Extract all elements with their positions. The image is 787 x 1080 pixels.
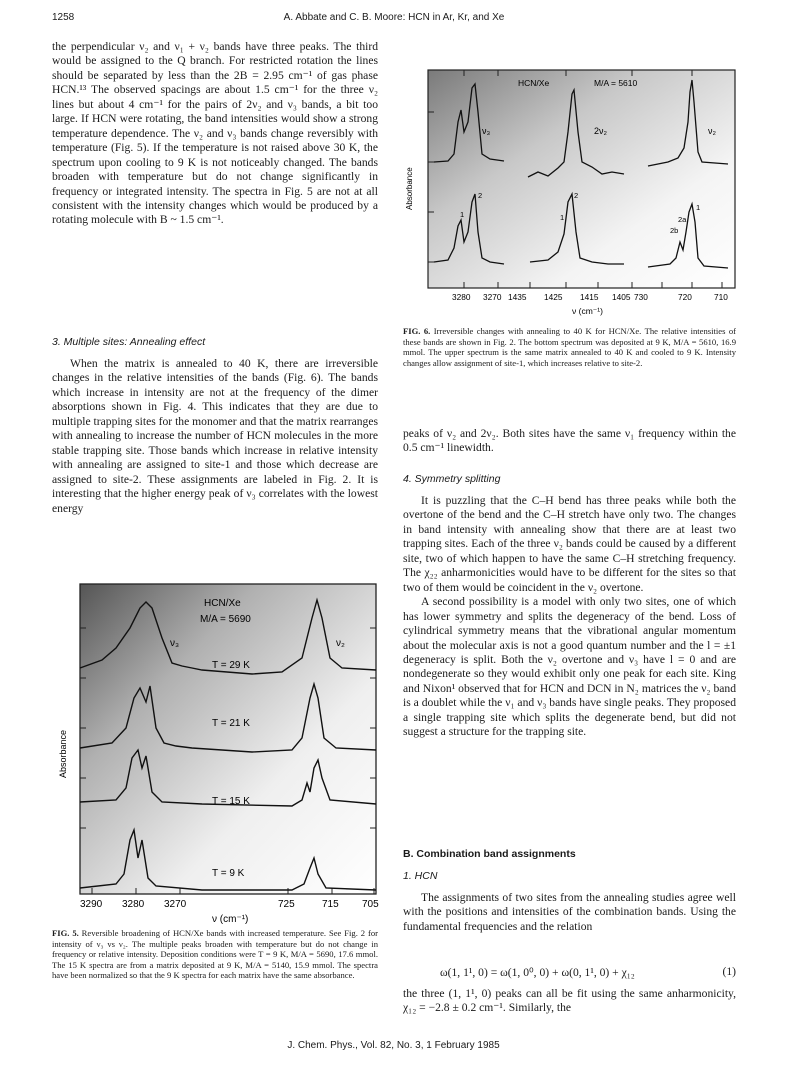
section-3-heading: 3. Multiple sites: Annealing effect	[52, 336, 206, 348]
fig5-x-axis-label: ν (cm⁻¹)	[212, 914, 249, 925]
journal-footer: J. Chem. Phys., Vol. 82, No. 3, 1 February 1985	[287, 1040, 500, 1051]
fig6-peak-2b: 2	[574, 191, 579, 200]
fig5-caption-text: Reversible broadening of HCN/Xe bands with increased temperature. See Fig. 2 for intensity of ν₃ vs ν₂. The multiple peaks broaden with temperature but do not change in frequency or relative intensity. Deposition conditions were T = 9 K, M/A = 5690, 17.6 mmol. The 15 K spectra are from a matrix deposited at 9 K, M/A = 5140, 15.9 mmol. The spectra have been normalized so that the 9 K spectra for each matrix have the same absorbance.	[52, 928, 378, 981]
fig5-tick-labels	[80, 899, 379, 910]
paragraph-symmetry-2: A second possibility is a model with only two sites, one of which has lower symmetry and splits the degeneracy of the bend. Loss of cylindrical symmetry means that the vibrational angular momentum about the molecular axis is not a good quantum number and the l = ±1 degeneracy is split. Both the ν₂ overtone and ν₃ have l = 0 and are nondegenerate so they would exhibit only one peak for each site. King and Nixon¹ observed that for HCN and DCN in N₂ matrices the ν₂ band is a doublet while the ν₁ and ν₃ bands have single peaks. They proposed a single trapping site which splits the degenerate bend, but did not suggest a structure for the trapping site.	[403, 595, 736, 739]
fig5-tick-3280: 3280	[122, 899, 145, 910]
section-b-heading: B. Combination band assignments	[403, 848, 576, 860]
fig5-label-29k: T = 29 K	[212, 660, 250, 671]
paragraph-rotation: the perpendicular ν₂ and ν₁ + ν₂ bands have three peaks. The third would be assigned to the Q branch. For restricted rotation the lines should be separated by less than the 2B = 2.95 cm⁻¹ of gas phase HCN.¹³ The observed spacings are about 1.5 cm⁻¹ for the three ν₂ lines but about 4 cm⁻¹ for the pairs of 2ν₂ and ν₃ bands, a bit too large. If HCN were rotating, the band intensities would show a strong temperature dependence. The ν₂ and ν₃ bands change reversibly with temperature (Fig. 5). If the temperature is not raised above 30 K, the spectrum upon cooling to 9 K is not noticeably changed. The bands broaden with temperature but do not change significantly in frequency or integrated intensity. The spectra in Fig. 5 are not at all consistent with the intensity changes which would be produced by a rotating molecule with B ~ 1.5 cm⁻¹.	[52, 40, 378, 227]
fig6-peak-1a: 1	[460, 210, 465, 219]
fig5-plot-frame	[80, 584, 376, 894]
fig6-y-axis-label: Absorbance	[405, 167, 414, 210]
fig6-peak-2b-site: 2b	[670, 226, 679, 235]
running-head: A. Abbate and C. B. Moore: HCN in Ar, Kr, and Xe	[283, 12, 505, 23]
fig5-label-15k: T = 15 K	[212, 796, 250, 807]
fig6-tick-labels	[452, 292, 728, 302]
fig6-x-axis-label: ν (cm⁻¹)	[572, 306, 603, 316]
fig5-y-axis-label: Absorbance	[58, 729, 68, 778]
fig5-label-21k: T = 21 K	[212, 718, 250, 729]
equation-1	[440, 965, 736, 979]
paragraph-combination: The assignments of two sites from the annealing studies agree well with the positions and intensities of the combination bands. Using the fundamental frequencies and the relation	[403, 891, 736, 933]
paragraph-symmetry-1: It is puzzling that the C–H bend has three peaks while both the overtone of the bend and the C–H stretch have only two. The changes in band intensity with annealing show that there are at least two trapping sites. Each of the three ν₂ bands could be caused by a different site, two of which happen to have the same C–H stretching frequency. The χ₂₂ anharmonicities would have to be different for the sites so that two of them would be coincident in the ν₂ overtone.	[403, 494, 736, 594]
figure-6	[398, 62, 743, 324]
page-number: 1258	[52, 12, 75, 23]
fig6-tick-720: 720	[678, 292, 692, 302]
paragraph-anharmonicity: the three (1, 1¹, 0) peaks can all be fit using the same anharmonicity, χ₁₂ = −2.8 ± 0.2 cm⁻¹. Similarly, the	[403, 987, 736, 1015]
fig5-label-v2: ν₂	[336, 638, 345, 649]
fig6-tick-3280: 3280	[452, 292, 471, 302]
fig6-label-matrix: HCN/Xe	[518, 78, 550, 88]
right-column-mid	[403, 427, 736, 456]
fig6-label-v3: ν₃	[482, 126, 491, 136]
fig6-tick-730: 730	[634, 292, 648, 302]
fig5-tick-715: 715	[322, 899, 339, 910]
fig5-label-v3: ν₃	[170, 638, 180, 649]
fig6-label-2v2: 2ν₂	[594, 126, 607, 136]
fig6-peak-2a: 2	[478, 191, 483, 200]
fig5-label-ma: M/A = 5690	[200, 614, 251, 625]
section-4-heading: 4. Symmetry splitting	[403, 473, 501, 485]
fig5-caption	[52, 928, 378, 981]
equation-body: ω(1, 1¹, 0) = ω(1, 0⁰, 0) + ω(0, 1¹, 0) + χ₁₂	[440, 966, 635, 979]
fig5-tick-3270: 3270	[164, 899, 187, 910]
fig6-peak-1b: 1	[560, 213, 565, 222]
fig5-tick-705: 705	[362, 899, 379, 910]
fig5-label-9k: T = 9 K	[212, 868, 245, 879]
fig6-tick-710: 710	[714, 292, 728, 302]
right-column-sectionB	[403, 891, 736, 934]
right-column-bottom	[403, 987, 736, 1016]
fig5-tick-725: 725	[278, 899, 295, 910]
fig6-label-ma: M/A = 5610	[594, 78, 638, 88]
fig6-caption	[403, 326, 736, 368]
fig5-tick-3290: 3290	[80, 899, 103, 910]
section-b1-heading: 1. HCN	[403, 870, 438, 882]
fig6-tick-1435: 1435	[508, 292, 527, 302]
fig6-peak-2a-site: 2a	[678, 215, 687, 224]
fig6-tick-3270: 3270	[483, 292, 502, 302]
running-header	[52, 12, 736, 28]
fig6-caption-label: FIG. 6.	[403, 326, 431, 336]
fig6-label-v2: ν₂	[708, 126, 716, 136]
fig6-tick-1425: 1425	[544, 292, 563, 302]
fig6-tick-1405: 1405	[612, 292, 631, 302]
fig5-label-matrix: HCN/Xe	[204, 598, 241, 609]
paragraph-annealing: When the matrix is annealed to 40 K, there are irreversible changes in the relative intensities of the bands (Fig. 6). The bands which increase in intensity are not at the frequency of the dimer absorptions shown in Fig. 4. This indicates that they are due to multiple trapping sites for the monomer and that the matrix rearranges with annealing to increase the number of HCN molecules in the more stable trapping site. Those bands which increase in relative intensity with annealing are assigned to site-1 and those which decrease are assigned to site-2. These assignments are labeled in Fig. 2. It is interesting that the higher energy peak of ν₃ correlates with the lowest energy	[52, 357, 378, 515]
figure-5	[52, 578, 390, 926]
fig5-caption-label: FIG. 5.	[52, 928, 79, 938]
left-column-top	[52, 40, 378, 228]
fig6-tick-1415: 1415	[580, 292, 599, 302]
right-column-section4	[403, 494, 736, 740]
equation-number: (1)	[722, 965, 736, 978]
fig6-peak-1c: 1	[696, 203, 701, 212]
left-column-section3	[52, 357, 378, 516]
paragraph-sites: peaks of ν₂ and 2ν₂. Both sites have the same ν₁ frequency within the 0.5 cm⁻¹ linewidth.	[403, 427, 736, 455]
fig6-caption-text: Irreversible changes with annealing to 40 K for HCN/Xe. The relative intensities of these bands are shown in Fig. 2. The bottom spectrum was deposited at 9 K, M/A = 5610, 16.9 mmol. The upper spectrum is the same matrix annealed to 40 K and cooled to 9 K. Intensity changes allow assignment of site-1, which increases relative to site-2.	[403, 326, 737, 368]
